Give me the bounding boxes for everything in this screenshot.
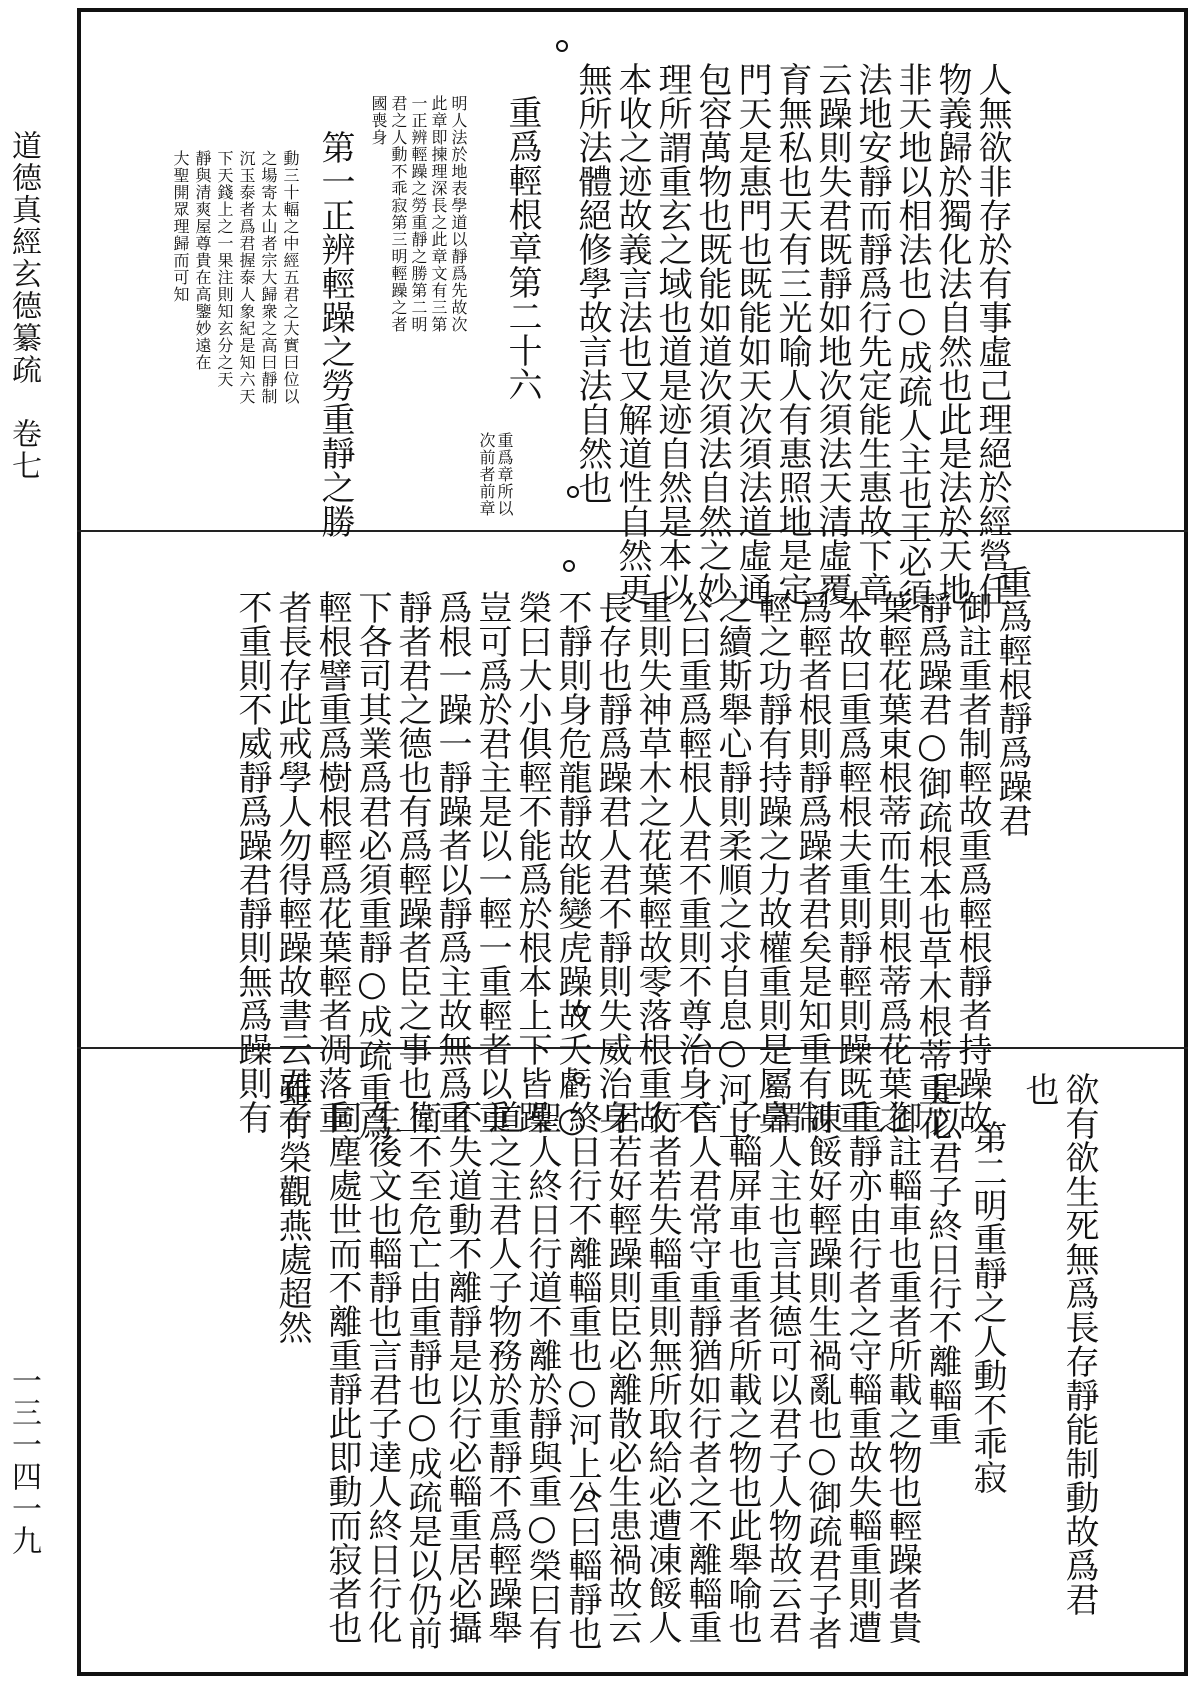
text-column: 長存也靜爲躁君人君不靜則失威治身	[592, 590, 632, 1134]
book-title-margin: 道德真經玄德纂疏 卷七	[6, 130, 41, 482]
text-column: 重靜亦由行者之守輜重故失輜重則遭	[842, 1100, 882, 1644]
small-text-column: 動三十輻之中經五君之大實曰位以	[281, 150, 300, 405]
text-column: 豈可爲於君主是以一輕一重輕者以重	[472, 590, 512, 1134]
small-text-column: 之場寄太山者宗大歸衆之高曰靜制	[259, 150, 278, 405]
text-column: 謂人主也言其德可以君子人物故云君	[762, 1100, 802, 1644]
small-text-column: 明人法於地表學道以靜爲先故次	[449, 95, 468, 333]
small-text-column: 一正辨輕躁之勞重靜之勝第二明	[409, 95, 428, 333]
text-column: 非天地以相法也○成疏人主也王必須	[892, 62, 932, 612]
text-column: 人無欲非存於有事虛己理絕於經營任	[972, 62, 1012, 606]
text-column: 爲根一躁一靜躁者以靜爲主故無爲重	[432, 590, 472, 1134]
scripture-line: 重爲輕根靜爲躁君	[992, 565, 1032, 837]
text-column: 不失道動不離靜是以行必輜重居必攝	[442, 1100, 482, 1644]
text-column: 靜者君之德也有爲輕躁者臣之事也上	[392, 590, 432, 1134]
text-column: 重則失神草木之花葉輕故零落根重故	[632, 590, 672, 1134]
text-column: 不重則不威靜爲躁君靜則無爲躁則有	[232, 590, 272, 1134]
text-column: 終日行不離輜重也○河上公曰輜靜也	[562, 1100, 602, 1650]
text-column: 凍餒好輕躁則生禍亂也○御疏君子者	[802, 1100, 842, 1650]
section-heading: 第一正辨輕躁之勞重靜之勝	[315, 130, 355, 538]
small-text-column: 此章即揀理深長之此章文有三第	[429, 95, 448, 333]
text-column: 衛不至危亡由重靜也○成疏是以仍前	[402, 1100, 442, 1650]
small-text-column: 靜與清爽屋尊貴在高鑒妙遠在	[193, 150, 212, 371]
small-text-column: 大聖開眾理歸而可知	[171, 150, 190, 303]
small-text-column: 沉玉泰者爲君握泰人象紀是知六天	[237, 150, 256, 405]
text-column: 榮曰大小俱輕不能爲於根本上下皆躁	[512, 590, 552, 1134]
text-column: 聖人終日行道不離於靜與重○榮曰有	[522, 1100, 562, 1650]
chapter-note: 次前者前章	[477, 432, 496, 517]
text-column: 門天是惠門也既能如天次須法道虛通	[732, 62, 772, 606]
text-column: 理所謂重玄之域也道是迹自然是本以	[652, 62, 692, 606]
text-column: 行者若失輜重則無所取給必遭凍餒人	[642, 1100, 682, 1644]
text-column: 包容萬物也既能如道次須法自然之妙	[692, 62, 732, 606]
circle-mark	[556, 40, 568, 52]
text-column: 輕之功靜有持躁之力故權重則是屬鼻	[752, 590, 792, 1134]
circle-mark	[563, 560, 575, 572]
page-number-margin: 一三一四一九	[6, 1365, 41, 1557]
text-column: 之續斯舉心靜則柔順之求自息○河上	[712, 590, 752, 1140]
text-column: 本收之迹故義言法也又解道性自然更	[612, 62, 652, 606]
text-column: 爲輕者根則靜爲躁者君矣是知重有制	[792, 590, 832, 1134]
text-column: 御註重者制輕故重爲輕根靜者持躁故	[952, 590, 992, 1134]
text-column: 下各司其業爲君必須重靜○成疏重爲	[352, 590, 392, 1140]
small-text-column: 國喪身	[369, 95, 388, 146]
text-column: 生後文也輜靜也言君子達人終日行化	[362, 1100, 402, 1644]
text-column: 君若好輕躁則臣必離散必生患禍故云	[602, 1100, 642, 1644]
text-column: 子輜屏車也重者所載之物也此舉喻也	[722, 1100, 762, 1644]
chapter-note: 重爲章所以	[495, 432, 514, 517]
text-column: 本故曰重爲輕根夫重則靜輕則躁既重	[832, 590, 872, 1134]
text-column: 者長存此戒學人勿得輕躁故書云君子	[272, 590, 312, 1134]
small-text-column: 君之人動不乖寂第三明輕躁之者	[389, 95, 408, 333]
text-column: 欲有欲生死無爲長存靜能制動故爲君	[1059, 1072, 1099, 1616]
text-column: 法地安靜而靜爲行先定能生惠故下章	[852, 62, 892, 606]
text-column: 公曰重爲輕根人君不重則不尊治身不	[672, 590, 712, 1134]
text-column: 同塵處世而不離重靜此即動而寂者也	[322, 1100, 362, 1644]
text-column: 無所法體絕修學故言法自然也	[572, 62, 612, 504]
section-heading: 第二明重靜之人動不乖寂	[967, 1120, 1007, 1494]
text-column: 靜爲躁君○御疏根本也草木根蒂重花	[912, 590, 952, 1140]
text-column: 物義歸於獨化法自然也此是法於天地	[932, 62, 972, 606]
scripture-line: 雖有榮觀燕處超然	[272, 1072, 312, 1344]
text-column: 也	[1019, 1072, 1059, 1106]
chapter-title: 重爲輕根章第二十六	[502, 95, 542, 401]
text-column: 不靜則身危龍靜故能變虎躁故夭虧○	[552, 590, 592, 1140]
text-column: 言人君常守重靜猶如行者之不離輜重	[682, 1100, 722, 1644]
small-text-column: 下天錢上之一果注則知玄分之天	[215, 150, 234, 388]
text-column: 葉輕花葉東根蒂而生則根蒂爲花葉之	[872, 590, 912, 1134]
text-column: 輕根譬重爲樹根輕爲花葉輕者凋落重	[312, 590, 352, 1134]
text-column: 御註輜車也重者所載之物也輕躁者貴	[882, 1100, 922, 1644]
scripture-line: 是以君子終日行不離輜重	[922, 1072, 962, 1446]
text-column: 云躁則失君既靜如地次須法天清虛覆	[812, 62, 852, 606]
text-column: 育無私也天有三光喻人有惠照地是定	[772, 62, 812, 606]
text-column: 道之主君人子物務於重靜不爲輕躁舉	[482, 1100, 522, 1644]
